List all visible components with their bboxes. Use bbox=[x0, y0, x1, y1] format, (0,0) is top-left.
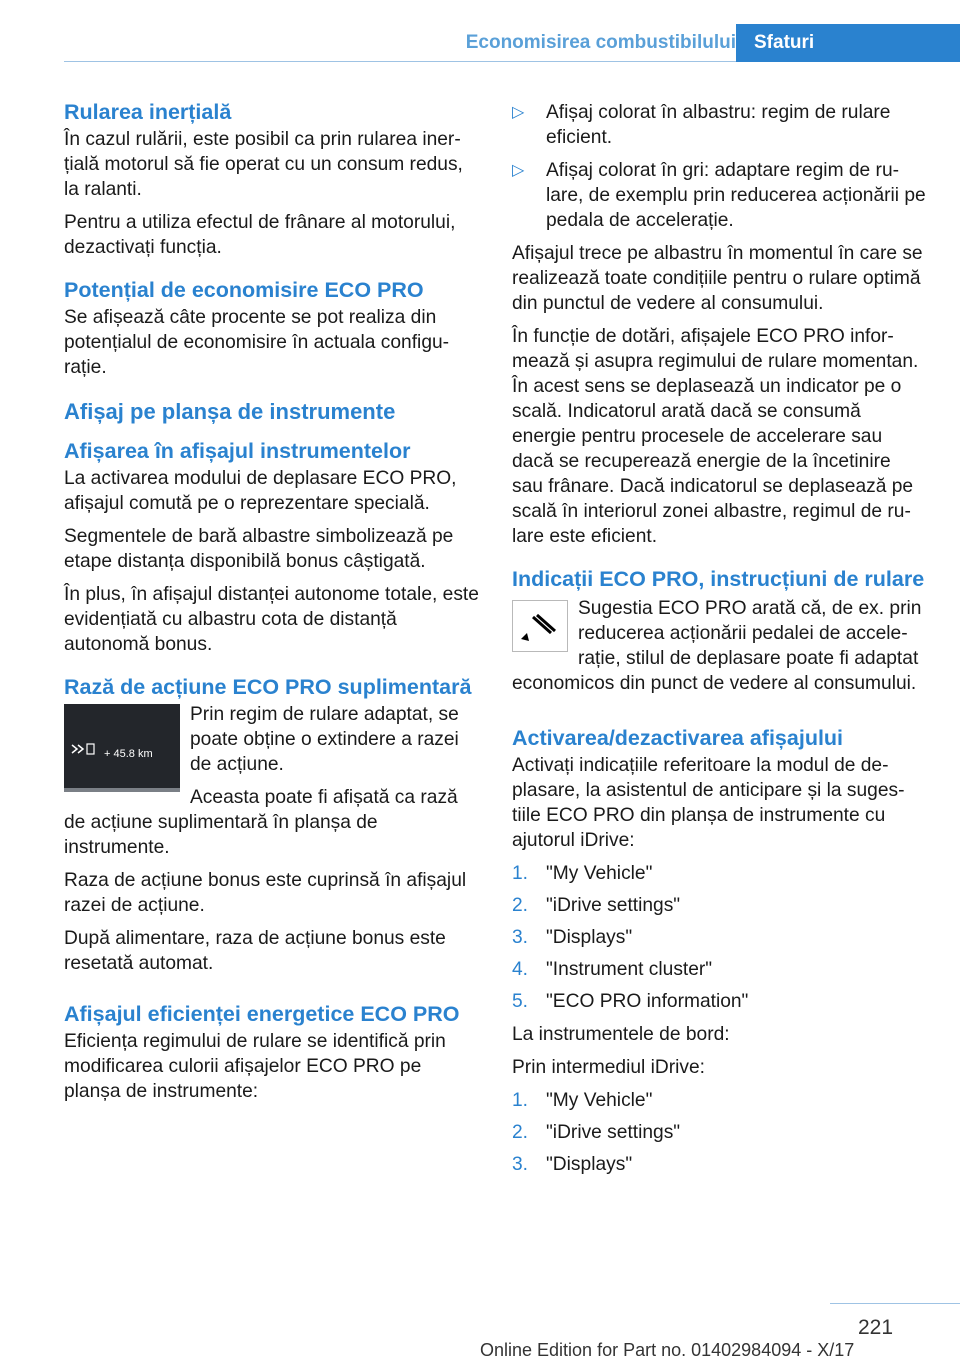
header-tab: Sfaturi bbox=[736, 24, 960, 62]
left-column bbox=[64, 100, 480, 1112]
section-title-eficienta: Afișajul eficienței energetice ECO PRO bbox=[64, 1002, 460, 1026]
right-column bbox=[512, 100, 926, 1185]
shift-hint-icon bbox=[512, 600, 568, 652]
pedal-icon bbox=[513, 601, 567, 651]
paragraph: Segmentele de bară albastre simbolizează pe etape distanța disponibilă bonus câștigată. bbox=[64, 526, 454, 572]
page-number: 221 bbox=[858, 1316, 894, 1339]
page-header bbox=[64, 24, 960, 62]
edition-note: Online Edition for Part no. 01402984094 - X/17 bbox=[480, 1340, 855, 1360]
fuel-pump-icon bbox=[70, 742, 100, 756]
steps-list-1 bbox=[512, 861, 926, 1014]
paragraph: Prin intermediul iDrive: bbox=[512, 1057, 705, 1078]
steps-list-2 bbox=[512, 1088, 926, 1177]
paragraph: Raza de acțiune bonus este cuprinsă în afișajul razei de acțiune. bbox=[64, 870, 467, 916]
paragraph: La instrumentele de bord: bbox=[512, 1024, 730, 1045]
color-bullet-list bbox=[512, 100, 926, 233]
list-item: ▷ Afișaj colorat în gri: adaptare regim de rulare, de exemplu prin reducerea acționării pe pedala de accelerație. bbox=[512, 160, 926, 231]
section-title-rulare-inertiala: Rularea inerțială bbox=[64, 100, 232, 124]
list-item: ▷ Afișaj colorat în albastru: regim de rulare eficient. bbox=[512, 102, 891, 148]
range-display-bar bbox=[64, 788, 180, 792]
list-item: 5. "ECO PRO information" bbox=[512, 991, 749, 1012]
paragraph: Activați indicațiile referitoare la modul de deplasare, la asistentul de anticipare și la sugestiile ECO PRO din planșa de instrumente cu ajutorul iDrive: bbox=[512, 755, 905, 851]
footer-divider bbox=[830, 1303, 960, 1304]
paragraph: Se afișează câte procente se pot realiza din potențialul de economisire în actuala configurație. bbox=[64, 307, 450, 378]
list-item: 1. "My Vehicle" bbox=[512, 1090, 653, 1111]
range-display-image bbox=[64, 704, 180, 792]
list-item: 2. "iDrive settings" bbox=[512, 895, 681, 916]
section-heading-afisaj: Afișaj pe planșa de instrumente bbox=[64, 399, 396, 424]
paragraph: Prin regim de rulare adaptat, se poate obține o extindere a razei de acțiune. bbox=[190, 704, 459, 775]
paragraph: Sugestia ECO PRO arată că, de ex. prin reducerea acționării pedalei de accelerație, stilul de deplasare poate fi adaptat economicos din punct de vedere al consumului. bbox=[512, 598, 922, 694]
paragraph: Aceasta poate fi afișată ca rază de acțiune suplimentară în planșa de instrumente. bbox=[64, 787, 458, 858]
section-title-afisarea: Afișarea în afișajul instrumentelor bbox=[64, 439, 411, 463]
header-divider bbox=[64, 61, 736, 62]
range-display-value: + 45.8 km bbox=[104, 748, 153, 760]
paragraph: După alimentare, raza de acțiune bonus este resetată automat. bbox=[64, 928, 446, 974]
section-title-raza: Rază de acțiune ECO PRO suplimentară bbox=[64, 675, 472, 699]
list-item: 3. "Displays" bbox=[512, 927, 633, 948]
triangle-bullet-icon: ▷ bbox=[512, 104, 525, 121]
paragraph: Eficiența regimului de rulare se identifică prin modificarea culorii afișajelor ECO PRO pe planșa de instrumente: bbox=[64, 1031, 446, 1102]
list-item: 4. "Instrument cluster" bbox=[512, 959, 713, 980]
section-title-activarea: Activarea/dezactivarea afișajului bbox=[512, 726, 844, 750]
paragraph: În plus, în afișajul distanței autonome totale, este evidențiată cu albastru cota de distanță autonomă bonus. bbox=[64, 584, 479, 655]
section-title-potential: Potențial de economisire ECO PRO bbox=[64, 278, 424, 302]
paragraph: La activarea modului de deplasare ECO PRO, afișajul comută pe o reprezentare specială. bbox=[64, 468, 457, 514]
section-title-indicatii: Indicații ECO PRO, instrucțiuni de rulare bbox=[512, 567, 925, 591]
list-item: 1. "My Vehicle" bbox=[512, 863, 653, 884]
list-item: 2. "iDrive settings" bbox=[512, 1122, 681, 1143]
header-section-title: Economisirea combustibilului bbox=[465, 32, 736, 53]
triangle-bullet-icon: ▷ bbox=[512, 162, 525, 179]
paragraph: În funcție de dotări, afișajele ECO PRO informează și asupra regimului de rulare momentan. În acest sens se deplasează un indicator pe o scală. Indicatorul arată dacă se consumă energie pentru procesele de accelerare sau dacă se recuperează energie de la încetinire sau frânare. Dacă indicatorul se deplasează pe scală în interiorul zonei albastre, regimul de rulare este eficient. bbox=[512, 326, 919, 547]
paragraph: Pentru a utiliza efectul de frânare al motorului, dezactivați funcția. bbox=[64, 212, 456, 258]
paragraph: În cazul rulării, este posibil ca prin rularea inerțială motorul să fie operat cu un consum redus, la ralanti. bbox=[64, 129, 463, 200]
paragraph: Afișajul trece pe albastru în momentul în care se realizează toate condițiile pentru o rulare optimă din punctul de vedere al consumului. bbox=[512, 243, 923, 314]
list-item: 3. "Displays" bbox=[512, 1154, 633, 1175]
